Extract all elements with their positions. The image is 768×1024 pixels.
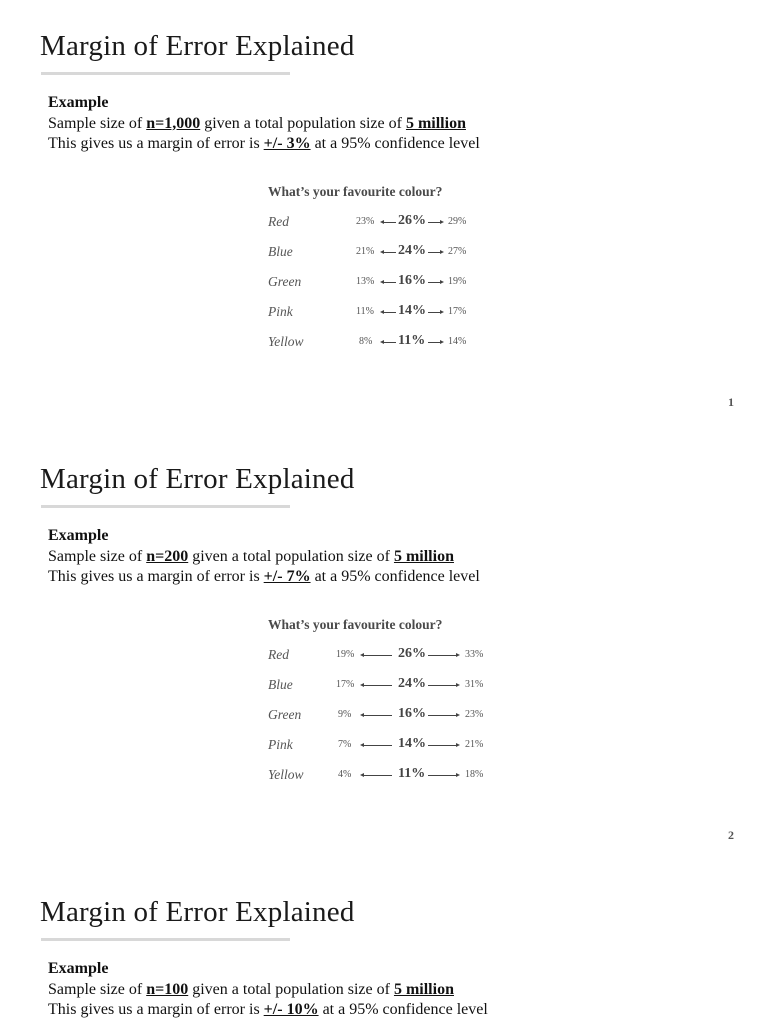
range-mid: 16% (398, 706, 426, 721)
row-label: Blue (268, 244, 293, 259)
range-low: 19% (336, 649, 355, 660)
range-mid: 16% (398, 273, 426, 288)
margin-line (48, 134, 480, 155)
line-text: This gives us a margin of error is (48, 568, 264, 585)
line-text: given a total population size of (200, 114, 406, 132)
sample-size-line (48, 547, 480, 568)
range-high: 14% (448, 336, 467, 347)
range-high: 29% (448, 216, 467, 227)
sample-size-line (48, 114, 480, 135)
line-text: Sample size of (48, 547, 147, 565)
range-low: 9% (338, 709, 352, 720)
range-mid: 11% (398, 766, 426, 781)
range-row-green (268, 272, 528, 292)
range-high: 21% (465, 739, 484, 750)
example-block (48, 959, 488, 1021)
row-label: Red (268, 647, 289, 662)
example-heading: Example (48, 94, 109, 111)
page-number: 1 (728, 395, 734, 409)
line-text: This gives us a margin of error is (48, 1001, 264, 1018)
left-arrow-icon (364, 745, 392, 746)
left-arrow-icon (364, 655, 392, 656)
example-heading: Example (48, 960, 109, 977)
range-high: 17% (448, 306, 467, 317)
row-label: Blue (268, 677, 293, 692)
survey-question: What’s your favourite colour? (268, 617, 443, 632)
line-text: This gives us a margin of error is (48, 135, 264, 152)
range-low: 23% (356, 216, 375, 227)
right-arrow-icon (428, 342, 440, 343)
population-value: 5 million (393, 547, 454, 565)
row-label: Green (268, 707, 302, 722)
line-text: Sample size of (48, 114, 147, 132)
survey-question: What’s your favourite colour? (268, 184, 443, 199)
right-arrow-icon (428, 252, 440, 253)
margin-value: +/- 7% (263, 568, 311, 585)
title-divider (41, 505, 290, 508)
left-arrow-icon (364, 715, 392, 716)
margin-value: +/- 3% (263, 135, 311, 152)
line-text: given a total population size of (188, 980, 394, 998)
line-text: at a 95% confidence level (310, 568, 480, 585)
margin-line (48, 1000, 488, 1021)
title-divider (41, 72, 290, 75)
margin-line (48, 567, 480, 588)
range-row-yellow (268, 332, 528, 352)
range-high: 27% (448, 246, 467, 257)
range-mid: 24% (398, 243, 426, 258)
left-arrow-icon (364, 775, 392, 776)
line-text: at a 95% confidence level (310, 135, 480, 152)
range-high: 31% (465, 679, 484, 690)
slide-title: Margin of Error Explained (40, 463, 355, 495)
right-arrow-icon (428, 775, 456, 776)
right-arrow-icon (428, 282, 440, 283)
sample-size-value: n=1,000 (146, 114, 201, 132)
range-row-red (268, 645, 528, 665)
range-row-yellow (268, 765, 528, 785)
right-arrow-icon (428, 715, 456, 716)
range-mid: 14% (398, 736, 426, 751)
range-high: 18% (465, 769, 484, 780)
example-block (48, 93, 480, 155)
range-mid: 26% (398, 646, 426, 661)
range-mid: 26% (398, 213, 426, 228)
sample-size-line (48, 980, 488, 1001)
population-value: 5 million (405, 114, 466, 132)
sample-size-value: n=100 (146, 980, 189, 998)
left-arrow-icon (384, 342, 396, 343)
range-high: 33% (465, 649, 484, 660)
right-arrow-icon (428, 685, 456, 686)
page-number: 2 (728, 828, 734, 842)
right-arrow-icon (428, 655, 456, 656)
title-divider (41, 938, 290, 941)
slide-title: Margin of Error Explained (40, 896, 355, 928)
range-row-green (268, 705, 528, 725)
range-mid: 11% (398, 333, 426, 348)
range-mid: 24% (398, 676, 426, 691)
range-low: 21% (356, 246, 375, 257)
slide-1 (0, 0, 768, 433)
population-value: 5 million (393, 980, 454, 998)
left-arrow-icon (364, 685, 392, 686)
range-row-pink (268, 302, 528, 322)
range-mid: 14% (398, 303, 426, 318)
line-text: Sample size of (48, 980, 147, 998)
example-heading: Example (48, 527, 109, 544)
range-row-blue (268, 242, 528, 262)
left-arrow-icon (384, 312, 396, 313)
range-low: 7% (338, 739, 352, 750)
right-arrow-icon (428, 312, 440, 313)
row-label: Pink (268, 304, 293, 319)
range-row-blue (268, 675, 528, 695)
row-label: Pink (268, 737, 293, 752)
left-arrow-icon (384, 252, 396, 253)
left-arrow-icon (384, 222, 396, 223)
right-arrow-icon (428, 745, 456, 746)
row-label: Yellow (268, 767, 304, 782)
row-label: Red (268, 214, 289, 229)
slide-2 (0, 433, 768, 866)
range-row-red (268, 212, 528, 232)
range-low: 13% (356, 276, 375, 287)
line-text: at a 95% confidence level (318, 1001, 488, 1018)
range-low: 17% (336, 679, 355, 690)
example-block (48, 526, 480, 588)
range-high: 23% (465, 709, 484, 720)
range-high: 19% (448, 276, 467, 287)
row-label: Green (268, 274, 302, 289)
row-label: Yellow (268, 334, 304, 349)
slide-3 (0, 866, 768, 1024)
range-low: 11% (356, 306, 374, 317)
line-text: given a total population size of (188, 547, 394, 565)
slide-title: Margin of Error Explained (40, 30, 355, 62)
range-low: 8% (359, 336, 373, 347)
left-arrow-icon (384, 282, 396, 283)
sample-size-value: n=200 (146, 547, 189, 565)
margin-value: +/- 10% (263, 1001, 319, 1018)
right-arrow-icon (428, 222, 440, 223)
range-row-pink (268, 735, 528, 755)
range-low: 4% (338, 769, 352, 780)
